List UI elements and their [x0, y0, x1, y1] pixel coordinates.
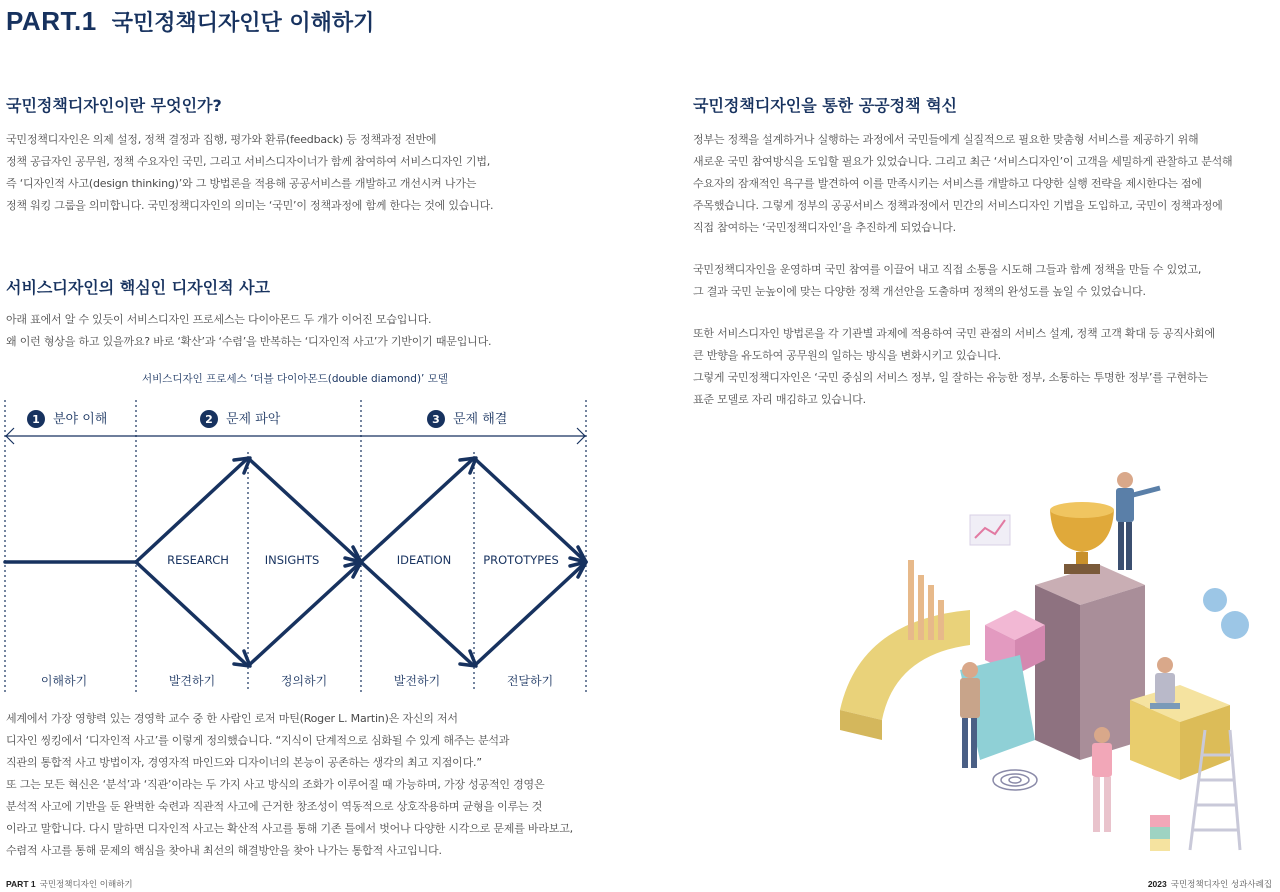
text-line: 수요자의 잠재적인 욕구를 발견하여 이를 만족시키는 서비스를 개발하고 다양한 실행 전략을 제시한다는 점에: [693, 177, 1202, 190]
gear-icon: [1203, 588, 1249, 639]
text-line: 그 결과 국민 눈높이에 맞는 다양한 정책 개선안을 도출하며 정책의 완성도를 높일 수 있었습니다.: [693, 285, 1146, 298]
part-title: 국민정책디자인단 이해하기: [111, 11, 375, 36]
section3-paragraph: [6, 708, 573, 862]
footer-right: [1148, 878, 1272, 890]
cube-stack-icon: [1150, 815, 1170, 851]
diagram-caption: 서비스디자인 프로세스 ‘더블 다이아몬드(double diamond)’ 모델: [141, 373, 449, 385]
text-line: 또 그는 모든 혁신은 ‘분석’과 ‘직관’이라는 두 가지 사고 방식의 조화가 이루어질 때 가능하며, 가장 성공적인 경영은: [6, 778, 545, 791]
phase-1: [27, 410, 107, 428]
text-line: 아래 표에서 알 수 있듯이 서비스디자인 프로세스는 다이아몬드 두 개가 이어진 모습입니다.: [6, 313, 432, 326]
right-section-title: 국민정책디자인을 통한 공공정책 혁신: [693, 96, 958, 115]
floating-chart-icon: [970, 515, 1010, 545]
text-line: 왜 이런 형상을 하고 있을까요? 바로 ‘확산’과 ‘수렴’을 반복하는 ‘디자인적 사고’가 기반이기 때문입니다.: [6, 335, 492, 348]
bottom-label: 전달하기: [506, 674, 554, 688]
text-line: 즉 ‘디자인적 사고(design thinking)’와 그 방법론을 적용해 공공서비스를 개발하고 개선시켜 나가는: [6, 177, 477, 190]
bottom-label: 이해하기: [40, 674, 88, 688]
trophy-icon: [1050, 502, 1114, 574]
text-line: 직접 참여하는 ‘국민정책디자인’을 추진하게 되었습니다.: [693, 221, 956, 234]
stage-label: INSIGHTS: [264, 553, 320, 567]
arc-shape: [840, 610, 970, 720]
bottom-label: 발견하기: [168, 674, 216, 688]
text-line: 또한 서비스디자인 방법론을 각 기관별 과제에 적용하여 국민 관점의 서비스 설계, 정책 고객 확대 등 공직사회에: [693, 327, 1215, 340]
section1-title: 국민정책디자인이란 무엇인가?: [6, 96, 222, 115]
text-line: 주목했습니다. 그렇게 정부의 공공서비스 정책과정에서 민간의 서비스디자인 기법을 도입하고, 국민이 정책과정에: [693, 199, 1223, 212]
footer-part: PART 1: [6, 879, 36, 889]
stage-label: IDEATION: [396, 553, 452, 567]
phase-number: 2: [205, 413, 213, 426]
text-line: 국민정책디자인은 의제 설정, 정책 결정과 집행, 평가와 환류(feedback) 등 정책과정 전반에: [6, 133, 437, 146]
text-line: 그렇게 국민정책디자인은 ‘국민 중심의 서비스 정부, 일 잘하는 유능한 정부, 소통하는 투명한 정부’를 구현하는: [693, 371, 1208, 384]
stage-label: PROTOTYPES: [483, 553, 559, 567]
bottom-label: 정의하기: [280, 674, 328, 688]
text-line: 수렴적 사고를 통해 문제의 핵심을 찾아내 최선의 해결방안을 찾아 나가는 통합적 사고입니다.: [6, 844, 442, 857]
text-line: 세계에서 가장 영향력 있는 경영학 교수 중 한 사람인 로저 마틴(Roger L. Martin)은 자신의 저서: [6, 712, 458, 725]
part-number: PART.1: [6, 6, 97, 36]
phase-number: 1: [32, 413, 40, 426]
footer-left: [6, 878, 133, 890]
footer-year: 2023: [1147, 879, 1167, 889]
text-line: 정책 공급자인 공무원, 정책 수요자인 국민, 그리고 서비스디자이너가 함께 참여하여 서비스디자인 기법,: [6, 155, 491, 168]
right-paragraph: [693, 129, 1232, 411]
text-line: 이라고 말합니다. 다시 말하면 디자인적 사고는 확산적 사고를 통해 기존 틀에서 벗어나 다양한 시각으로 문제를 바라보고,: [6, 822, 573, 835]
section2-title: 서비스디자인의 핵심인 디자인적 사고: [6, 278, 271, 297]
phase-label: 문제 파악: [226, 412, 281, 427]
phase-2: [200, 410, 281, 428]
text-line: 새로운 국민 참여방식을 도입할 필요가 있었습니다. 그리고 최근 ‘서비스디자인’이 고객을 세밀하게 관찰하고 분석해: [693, 155, 1233, 168]
phase-label: 분야 이해: [53, 412, 108, 427]
section1-paragraph: [6, 129, 493, 217]
phase-3: [427, 410, 507, 428]
section2-paragraph: [6, 309, 491, 353]
phase-number: 3: [432, 413, 440, 426]
double-diamond-diagram: [0, 392, 592, 702]
text-line: 표준 모델로 자리 매김하고 있습니다.: [693, 393, 866, 406]
part-header: [6, 6, 374, 37]
text-line: 직관의 통합적 사고 방법이자, 경영자적 마인드와 디자이너의 본능이 공존하는 생각의 최고 지점이다.”: [6, 756, 482, 769]
text-line: 정부는 정책을 설계하거나 실행하는 과정에서 국민들에게 실질적으로 필요한 맞춤형 서비스를 제공하기 위해: [693, 133, 1199, 146]
footer-part-title: 국민정책디자인 이해하기: [39, 880, 133, 890]
text-line: 정책 워킹 그룹을 의미합니다. 국민정책디자인의 의미는 ‘국민’이 정책과정에 함께 한다는 것에 있습니다.: [6, 199, 494, 212]
teamwork-illustration: [820, 460, 1260, 860]
stage-label: RESEARCH: [167, 553, 229, 567]
bottom-label: 발전하기: [393, 674, 441, 688]
pillar-left: [1035, 585, 1080, 760]
text-line: 디자인 씽킹에서 ‘디자인적 사고’를 이렇게 정의했습니다. “지식이 단계적으로 심화될 수 있게 해주는 분석과: [6, 734, 510, 747]
person-figure: [1116, 472, 1160, 570]
text-line: 큰 반향을 유도하여 공무원의 일하는 방식을 변화시키고 있습니다.: [693, 349, 1001, 362]
text-line: 국민정책디자인을 운영하며 국민 참여를 이끌어 내고 직접 소통을 시도해 그들과 함께 정책을 만들 수 있었고,: [693, 263, 1202, 276]
phase-label: 문제 해결: [453, 412, 508, 427]
target-icon: [993, 770, 1037, 790]
footer-book-title: 국민정책디자인 성과사례집: [1170, 880, 1272, 890]
text-line: 분석적 사고에 기반을 둔 완벽한 숙련과 직관적 사고에 근거한 창조성이 역동적으로 상호작용하며 균형을 이루는 것: [6, 800, 543, 813]
